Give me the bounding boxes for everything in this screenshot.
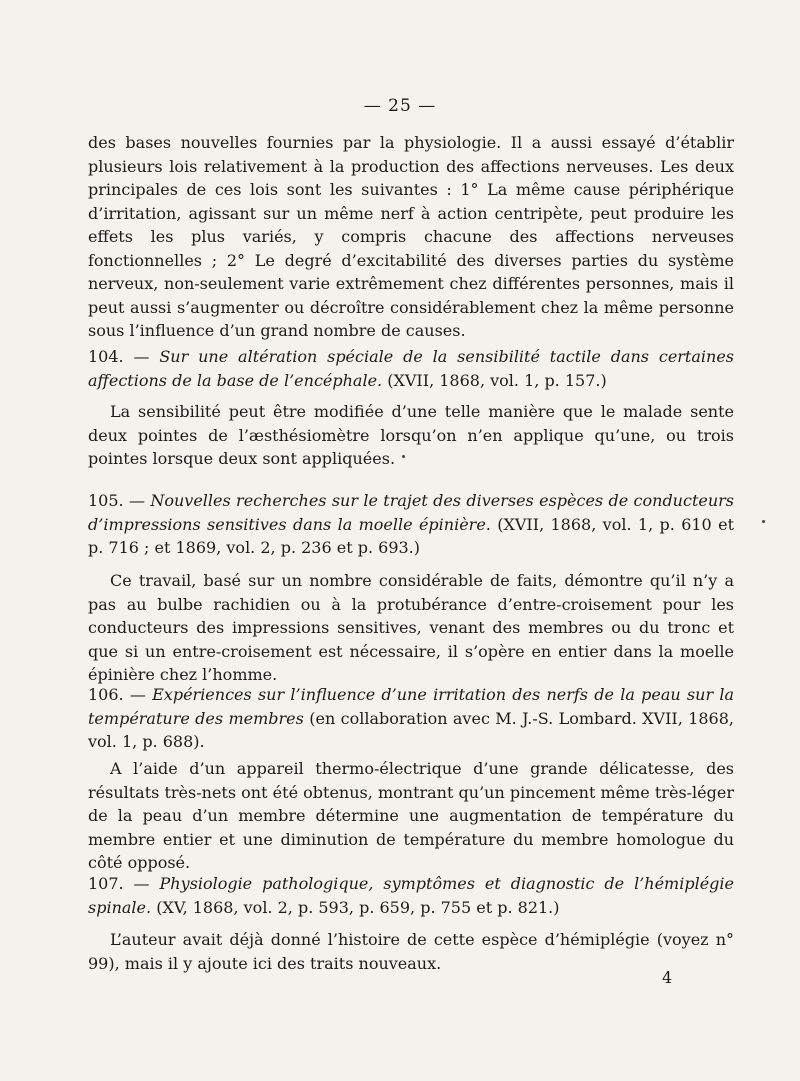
entry-reference: (XVII, 1868, vol. 1, p. 157.): [387, 370, 607, 390]
entry-title: Expériences sur l’influence d’une irritation des nerfs de la peau sur la température des membres: [88, 685, 734, 728]
entry-title: Physiologie pathologique, symptômes et diagnostic de l’hémiplégie spinale.: [88, 874, 734, 917]
entry-number: 104. —: [88, 347, 150, 366]
entry-title: Nouvelles recherches sur le trajet des diverses espèces de conducteurs d’impressions sensitives dans la moelle épinière.: [88, 491, 735, 534]
entry-number: 106. —: [88, 685, 146, 704]
entry-reference: (en collaboration avec M. J.-S. Lombard. XVII, 1868, vol. 1, p. 688).: [88, 708, 735, 751]
entry-107-heading: [88, 872, 734, 919]
entry-106-body: A l’aide d’un appareil thermo-électrique d’une grande délicatesse, des résultats très-nets ont été obtenus, montrant qu’un pincement même très-léger de la peau d’un membre détermine une augmentation de température du membre entier et une diminution de température du membre homologue du côté opposé.: [88, 759, 734, 872]
entry-104-body: La sensibilité peut être modifiée d’une telle manière que le malade sente deux pointes de l’æsthésiomètre lorsqu’on n’en applique qu’une, ou trois pointes lorsque deux sont appliquées.: [88, 402, 734, 468]
page-number: — 25 —: [363, 96, 437, 116]
ink-speck: [762, 520, 765, 523]
entry-106-heading: [88, 683, 734, 754]
entry-105-body: Ce travail, basé sur un nombre considérable de faits, démontre qu’il n’y a pas au bulbe rachidien ou à la protubérance d’entre-croisement pour les conducteurs des impressions sensitives, venant des membres ou du tronc et que si un entre-croisement est nécessaire, il s’opère en entier dans la moelle épinière chez l’homme.: [88, 571, 734, 684]
entry-107-body: L’auteur avait déjà donné l’histoire de cette espèce d’hémiplégie (voyez n° 99), mais il y ajoute ici des traits nouveaux.: [88, 930, 734, 973]
ink-speck: [402, 455, 405, 458]
signature-mark: 4: [662, 968, 673, 987]
entry-title: Sur une altération spéciale de la sensibilité tactile dans certaines affections de la base de l’encéphale.: [88, 347, 735, 390]
paragraph-continuation: des bases nouvelles fournies par la physiologie. Il a aussi essayé d’établir plusieurs lois relativement à la production des affections nerveuses. Les deux principales de ces lois sont les suivantes : 1° La même cause périphérique d’irritation, agissant sur un même nerf à action centripète, peut produire les effets les plus variés, y compris chacune des affections nerveuses fonctionnelles ; 2° Le degré d’excitabilité des diverses parties du système nerveux, non-seulement varie extrêmement chez différentes personnes, mais il peut aussi s’augmenter ou décroître considérablement chez la même personne sous l’influence d’un grand nombre de causes.: [88, 133, 734, 340]
entry-104-heading: [88, 345, 734, 392]
entry-number: 107. —: [88, 874, 150, 893]
entry-number: 105. —: [88, 491, 145, 510]
entry-reference: (XVII, 1868, vol. 1, p. 610 et p. 716 ; et 1869, vol. 2, p. 236 et p. 693.): [88, 514, 734, 557]
entry-105-heading: [88, 489, 734, 560]
entry-reference: (XV, 1868, vol. 2, p. 593, p. 659, p. 755 et p. 821.): [156, 897, 560, 917]
